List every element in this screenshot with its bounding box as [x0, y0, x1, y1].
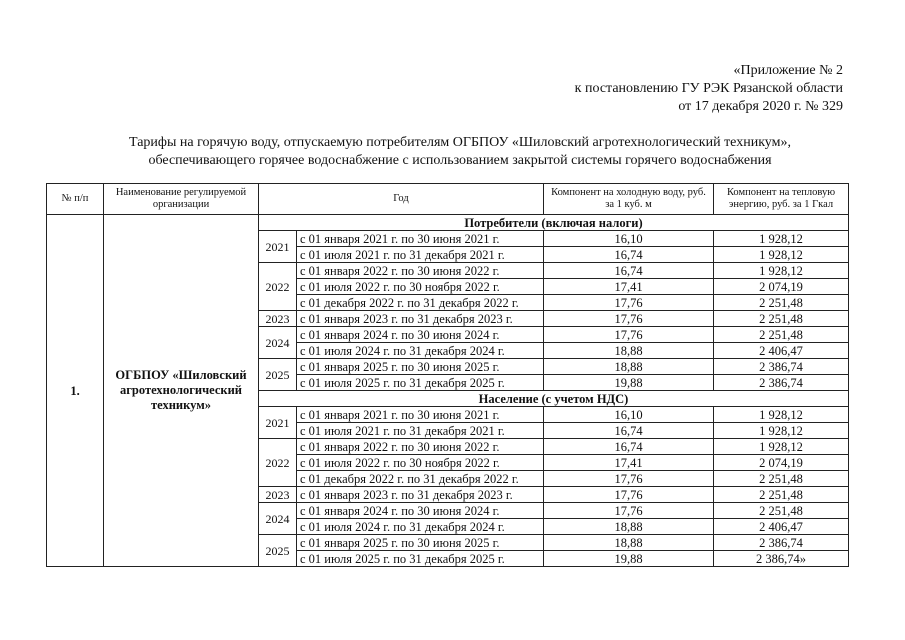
appendix-header	[575, 62, 843, 116]
cold-water-value: 16,10	[544, 407, 714, 423]
heat-energy-value: 2 251,48	[714, 327, 849, 343]
cold-water-value: 16,74	[544, 247, 714, 263]
period-cell: с 01 июля 2024 г. по 31 декабря 2024 г.	[297, 343, 544, 359]
heat-energy-value: 2 251,48	[714, 487, 849, 503]
cold-water-value: 16,74	[544, 439, 714, 455]
cold-water-value: 19,88	[544, 551, 714, 567]
tariff-table-body	[47, 215, 849, 567]
heat-energy-value: 2 406,47	[714, 519, 849, 535]
period-cell: с 01 июля 2024 г. по 31 декабря 2024 г.	[297, 519, 544, 535]
period-cell: с 01 июля 2025 г. по 31 декабря 2025 г.	[297, 375, 544, 391]
period-cell: с 01 января 2024 г. по 30 июня 2024 г.	[297, 327, 544, 343]
period-cell: с 01 января 2025 г. по 30 июня 2025 г.	[297, 359, 544, 375]
cold-water-value: 17,76	[544, 327, 714, 343]
heat-energy-value: 2 251,48	[714, 295, 849, 311]
period-cell: с 01 июля 2022 г. по 30 ноября 2022 г.	[297, 279, 544, 295]
heat-energy-value: 2 251,48	[714, 503, 849, 519]
year-cell: 2023	[259, 311, 297, 327]
cold-water-value: 17,76	[544, 295, 714, 311]
cold-water-value: 18,88	[544, 359, 714, 375]
year-cell: 2025	[259, 359, 297, 391]
section-row	[47, 215, 849, 231]
heat-energy-value: 2 251,48	[714, 311, 849, 327]
period-cell: с 01 июля 2021 г. по 31 декабря 2021 г.	[297, 423, 544, 439]
header-cold-component: Компонент на холодную воду, руб. за 1 куб. м	[544, 184, 714, 215]
year-cell: 2025	[259, 535, 297, 567]
cold-water-value: 17,76	[544, 503, 714, 519]
cold-water-value: 16,74	[544, 263, 714, 279]
heat-energy-value: 2 251,48	[714, 471, 849, 487]
year-cell: 2022	[259, 439, 297, 487]
header-num: № п/п	[47, 184, 104, 215]
cold-water-value: 16,74	[544, 423, 714, 439]
period-cell: с 01 июля 2022 г. по 30 ноября 2022 г.	[297, 455, 544, 471]
row-number: 1.	[47, 215, 104, 567]
year-cell: 2022	[259, 263, 297, 311]
header-heat-component: Компонент на тепловую энергию, руб. за 1 Гкал	[714, 184, 849, 215]
cold-water-value: 16,10	[544, 231, 714, 247]
heat-energy-value: 2 386,74»	[714, 551, 849, 567]
title-line-2: обеспечивающего горячее водоснабжение с использованием закрытой системы горячего водоснабжения	[148, 153, 772, 168]
section-title: Население (с учетом НДС)	[259, 391, 849, 407]
heat-energy-value: 1 928,12	[714, 231, 849, 247]
table-header-row	[47, 184, 849, 215]
heat-energy-value: 1 928,12	[714, 423, 849, 439]
cold-water-value: 18,88	[544, 535, 714, 551]
cold-water-value: 18,88	[544, 343, 714, 359]
year-cell: 2024	[259, 503, 297, 535]
cold-water-value: 19,88	[544, 375, 714, 391]
period-cell: с 01 декабря 2022 г. по 31 декабря 2022 г.	[297, 295, 544, 311]
heat-energy-value: 1 928,12	[714, 247, 849, 263]
title-line-1: Тарифы на горячую воду, отпускаемую потребителям ОГБПОУ «Шиловский агротехнологический техникум»,	[129, 135, 791, 150]
period-cell: с 01 января 2023 г. по 31 декабря 2023 г.	[297, 487, 544, 503]
period-cell: с 01 января 2023 г. по 31 декабря 2023 г.	[297, 311, 544, 327]
period-cell: с 01 декабря 2022 г. по 31 декабря 2022 г.	[297, 471, 544, 487]
year-cell: 2024	[259, 327, 297, 359]
appendix-line-2: к постановлению ГУ РЭК Рязанской области	[574, 81, 843, 96]
heat-energy-value: 1 928,12	[714, 407, 849, 423]
period-cell: с 01 января 2025 г. по 30 июня 2025 г.	[297, 535, 544, 551]
heat-energy-value: 2 386,74	[714, 375, 849, 391]
period-cell: с 01 июля 2021 г. по 31 декабря 2021 г.	[297, 247, 544, 263]
appendix-line-3: от 17 декабря 2020 г. № 329	[678, 99, 843, 114]
cold-water-value: 17,76	[544, 487, 714, 503]
section-title: Потребители (включая налоги)	[259, 215, 849, 231]
cold-water-value: 17,41	[544, 279, 714, 295]
cold-water-value: 17,41	[544, 455, 714, 471]
period-cell: с 01 января 2022 г. по 30 июня 2022 г.	[297, 263, 544, 279]
period-cell: с 01 июля 2025 г. по 31 декабря 2025 г.	[297, 551, 544, 567]
period-cell: с 01 января 2022 г. по 30 июня 2022 г.	[297, 439, 544, 455]
heat-energy-value: 2 074,19	[714, 279, 849, 295]
cold-water-value: 18,88	[544, 519, 714, 535]
heat-energy-value: 2 386,74	[714, 359, 849, 375]
header-org: Наименование регулируемой организации	[104, 184, 259, 215]
heat-energy-value: 2 386,74	[714, 535, 849, 551]
tariff-table	[46, 183, 849, 567]
period-cell: с 01 января 2021 г. по 30 июня 2021 г.	[297, 231, 544, 247]
heat-energy-value: 1 928,12	[714, 439, 849, 455]
period-cell: с 01 января 2024 г. по 30 июня 2024 г.	[297, 503, 544, 519]
period-cell: с 01 января 2021 г. по 30 июня 2021 г.	[297, 407, 544, 423]
appendix-line-1: «Приложение № 2	[733, 63, 843, 78]
heat-energy-value: 2 074,19	[714, 455, 849, 471]
organization-name: ОГБПОУ «Шиловский агротехнологический техникум»	[104, 215, 259, 567]
header-year: Год	[259, 184, 544, 215]
cold-water-value: 17,76	[544, 311, 714, 327]
document-title	[40, 134, 880, 170]
year-cell: 2021	[259, 407, 297, 439]
year-cell: 2023	[259, 487, 297, 503]
heat-energy-value: 2 406,47	[714, 343, 849, 359]
year-cell: 2021	[259, 231, 297, 263]
cold-water-value: 17,76	[544, 471, 714, 487]
heat-energy-value: 1 928,12	[714, 263, 849, 279]
